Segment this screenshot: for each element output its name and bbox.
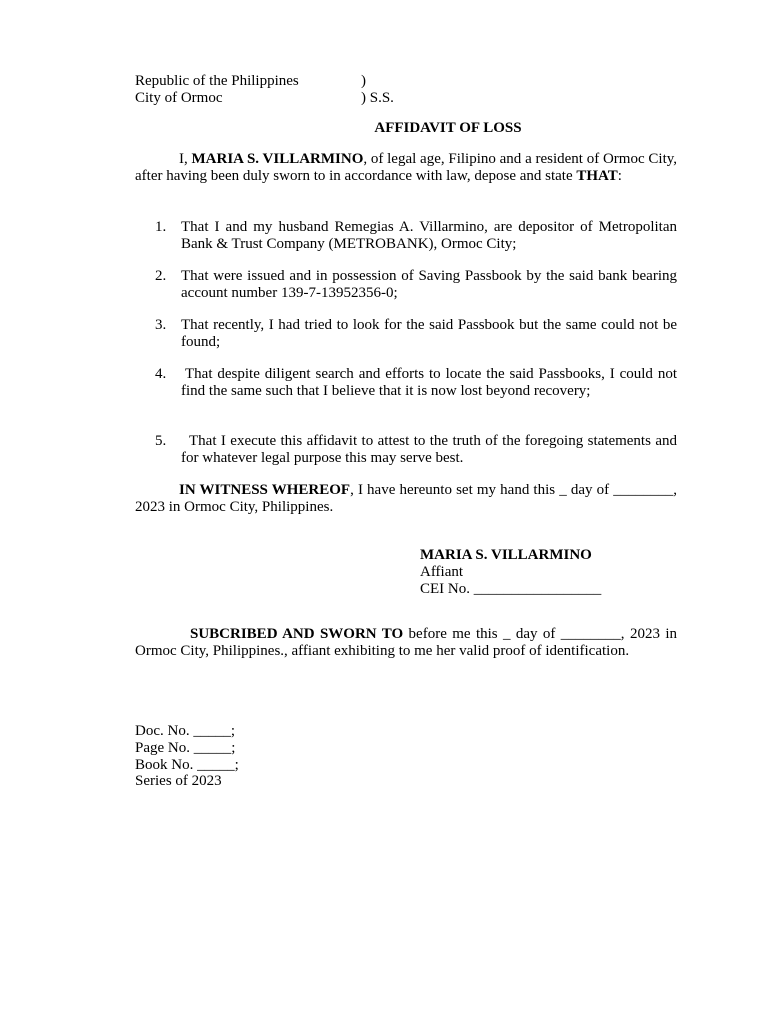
notarial-page-no: Page No. _____; [135,740,236,756]
caption-city: City of Ormoc [135,90,223,106]
notarial-book-no: Book No. _____; [135,757,239,773]
jurat-lead: SUBCRIBED AND SWORN TO [190,626,404,642]
intro-suffix: : [617,168,622,184]
witness-paragraph [135,482,677,516]
item-text: That despite diligent search and efforts to locate the said Passbooks, I could not find the same such that I believe that it is now lost beyond recovery; [181,366,677,399]
notarial-series: Series of 2023 [135,773,222,789]
item-number: 1. [155,219,167,235]
caption-ss: ) S.S. [361,90,394,106]
item-number: 3. [155,317,167,333]
item-number: 2. [155,268,167,284]
item-text: That were issued and in possession of Saving Passbook by the said bank bearing account number 139-7-13952356-0; [181,268,677,301]
item-text: That recently, I had tried to look for the said Passbook but the same could not be found; [181,317,677,350]
intro-body: , of legal age, Filipino and a resident of Ormoc City, after having been duly sworn to in accordance with law, depose and state [135,151,678,184]
intro-paragraph [135,151,677,185]
caption-republic: Republic of the Philippines [135,73,299,89]
signature-role: Affiant [420,564,464,580]
jurat-paragraph [135,626,677,660]
item-number: 5. [155,433,167,449]
jurat-body: before me this _ day of ________, 2023 in Ormoc City, Philippines., affiant exhibiting to me her valid proof of identification. [135,626,677,659]
affiant-name-inline: MARIA S. VILLARMINO [191,151,364,167]
intro-prefix: I, [179,151,192,167]
signature-name: MARIA S. VILLARMINO [420,547,592,563]
document-title: AFFIDAVIT OF LOSS [374,120,522,136]
signature-cei: CEI No. _________________ [420,581,602,597]
item-text: That I and my husband Remegias A. Villarmino, are depositor of Metropolitan Bank & Trust Company (METROBANK), Ormoc City; [181,219,677,252]
notarial-doc-no: Doc. No. _____; [135,723,235,739]
witness-body: , I have hereunto set my hand this _ day of ________, 2023 in Ormoc City, Philippines. [135,482,677,515]
intro-keyword: THAT [576,168,618,184]
item-text: That I execute this affidavit to attest to the truth of the foregoing statements and for whatever legal purpose this may serve best. [181,433,677,466]
witness-lead: IN WITNESS WHEREOF [179,482,351,498]
caption-bracket: ) [361,73,366,89]
item-number: 4. [155,366,167,382]
